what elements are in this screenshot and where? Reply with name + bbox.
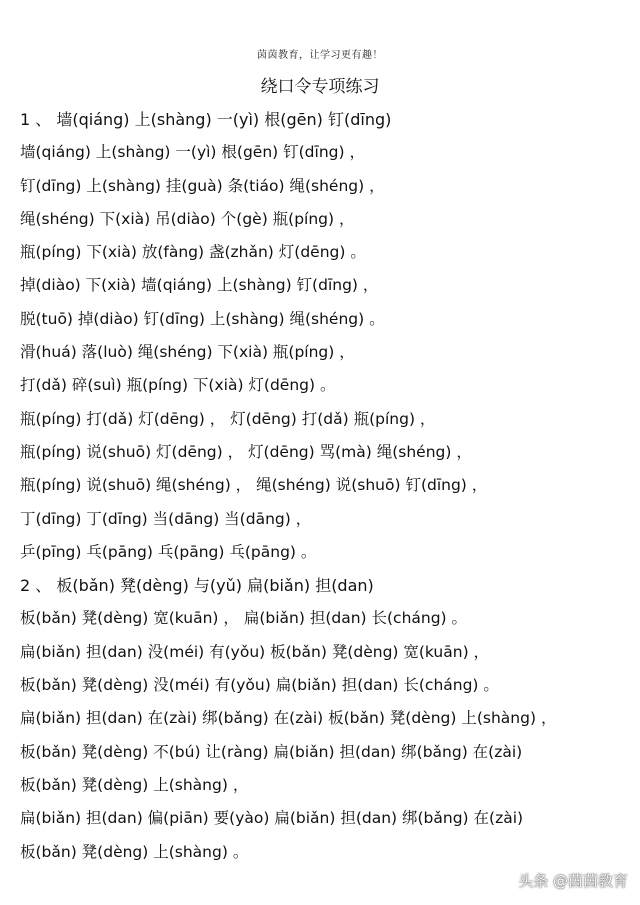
text-line: 钉(dīng) 上(shàng) 挂(guà) 条(tiáo) 绳(shéng) ， xyxy=(20,176,385,195)
text-line: 丁(dīng) 丁(dīng) 当(dāng) 当(dāng) ， xyxy=(20,509,312,528)
text-line: 墙(qiáng) 上(shàng) 一(yì) 根(gēn) 钉(dīng) ， xyxy=(20,143,365,162)
text-line: 滑(huá) 落(luò) 绳(shéng) 下(xià) 瓶(píng) ， xyxy=(20,343,355,362)
section-1-heading: 1 、 墙(qiáng) 上(shàng) 一(yì) 根(gēn) 钉(dīng) xyxy=(20,110,392,129)
text-line: 板(bǎn) 凳(dèng) 宽(kuān) ， 扁(biǎn) 担(dan) 长(cháng) 。 xyxy=(20,609,468,628)
text-line: 板(bǎn) 凳(dèng) 没(méi) 有(yǒu) 扁(biǎn) 担(dan) 长(cháng) 。 xyxy=(20,676,499,695)
text-line: 板(bǎn) 凳(dèng) 上(shàng) ， xyxy=(20,775,249,794)
text-line: 瓶(píng) 说(shuō) 灯(dēng) ， 灯(dēng) 骂(mà) 绳(shéng) ， xyxy=(20,442,472,461)
text-line: 掉(diào) 下(xià) 墙(qiáng) 上(shàng) 钉(dīng) ， xyxy=(20,276,379,295)
text-line: 脱(tuō) 掉(diào) 钉(dīng) 上(shàng) 绳(shéng) 。 xyxy=(20,309,385,328)
text-line: 扁(biǎn) 担(dan) 在(zài) 绑(bǎng) 在(zài) 板(bǎn) 凳(dèng) 上(shàng) ， xyxy=(20,709,557,728)
text-line: 板(bǎn) 凳(dèng) 上(shàng) 。 xyxy=(20,842,249,861)
text-line: 瓶(píng) 说(shuō) 绳(shéng) ， 绳(shéng) 说(shuō) 钉(dīng) ， xyxy=(20,476,488,495)
page-title: 绕口令专项练习 xyxy=(260,77,380,97)
text-line: 扁(biǎn) 担(dan) 偏(piān) 要(yào) 扁(biǎn) 担(dan) 绑(bǎng) 在(zài) xyxy=(20,809,524,828)
text-line: 瓶(píng) 下(xià) 放(fàng) 盏(zhǎn) 灯(dēng) 。 xyxy=(20,243,366,262)
text-line: 板(bǎn) 凳(dèng) 不(bú) 让(ràng) 扁(biǎn) 担(dan) 绑(bǎng) 在(zài) xyxy=(20,742,523,761)
text-line: 瓶(píng) 打(dǎ) 灯(dēng) ， 灯(dēng) 打(dǎ) 瓶(píng) ， xyxy=(20,409,436,428)
watermark-label: 头条 @茵茵教育 xyxy=(518,872,628,890)
text-line: 打(dǎ) 碎(suì) 瓶(píng) 下(xià) 灯(dēng) 。 xyxy=(20,376,336,395)
text-line: 乒(pīng) 乓(pāng) 乓(pāng) 乓(pāng) 。 xyxy=(20,542,317,561)
tongue-twister-body xyxy=(20,103,632,869)
section-2-heading: 2 、 板(bǎn) 凳(dèng) 与(yǔ) 扁(biǎn) 担(dan) xyxy=(20,576,374,596)
header-slogan: 茵茵教育，让学习更有趣！ xyxy=(257,50,383,61)
text-line: 绳(shéng) 下(xià) 吊(diào) 个(gè) 瓶(píng) ， xyxy=(20,209,355,228)
text-line: 扁(biǎn) 担(dan) 没(méi) 有(yǒu) 板(bǎn) 凳(dèng) 宽(kuān) ， xyxy=(20,642,490,661)
